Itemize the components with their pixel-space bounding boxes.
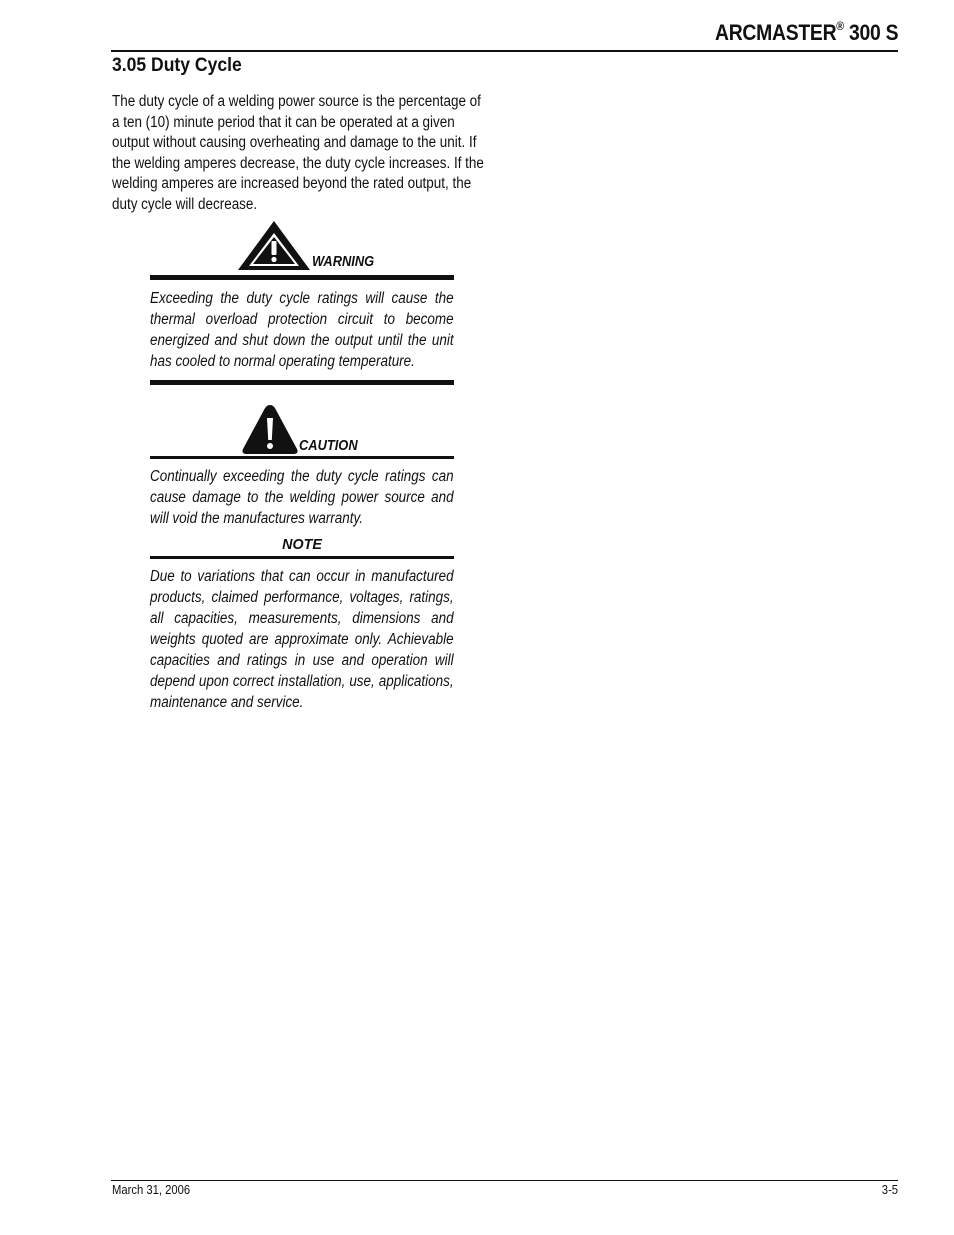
warning-label: WARNING [312,254,375,270]
caution-label: CAUTION [299,438,358,454]
section-body-paragraph: The duty cycle of a welding power source is the percentage of a ten (10) minute period that it can be operated at a given output without causing overheating and damage to the unit. If the welding amperes decrease, the duty cycle increases. If the welding amperes are increased beyond the rated output, the duty cycle will decrease. [112,93,484,213]
note-label: NOTE [282,537,322,553]
section-heading: 3.05 Duty Cycle [112,54,242,76]
model-name: 300 S [843,20,898,45]
caution-text: Continually exceeding the duty cycle ratings can cause damage to the welding power source and will void the manufactures warranty. [150,468,454,527]
caution-rule [150,456,454,459]
warning-triangle-icon [236,219,312,271]
note-text: Due to variations that can occur in manufactured products, claimed performance, voltages, ratings, all capacities, measurements, dimensions and weights quoted are approximate only. Achievable capacities and ratings in use and operation will depend upon correct installation, use, applications, maintenance and service. [150,568,454,711]
warning-text: Exceeding the duty cycle ratings will cause the thermal overload protection circuit to become energized and shut down the output until the unit has cooled to normal operating temperature. [150,290,454,370]
page-number: 3-5 [881,1183,898,1197]
warning-top-rule [150,275,454,280]
warning-title-row [236,219,381,271]
registered-mark: ® [836,18,844,33]
warning-bottom-rule [150,380,454,385]
header-rule [111,50,898,52]
footer-rule [111,1180,898,1181]
brand-name: ARCMASTER [714,20,837,45]
footer-date: March 31, 2006 [112,1183,191,1197]
note-rule [150,556,454,559]
caution-title-row [241,403,364,455]
caution-triangle-icon [241,403,299,455]
document-header-title [715,20,898,46]
